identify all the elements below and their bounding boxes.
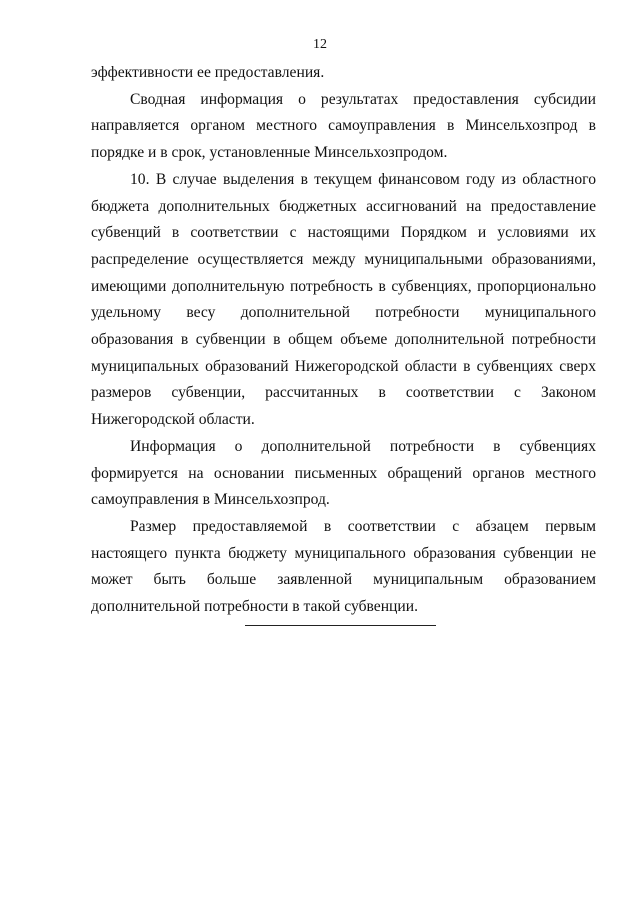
document-body <box>91 60 596 621</box>
paragraph-additional-need-info: Информация о дополнительной потребности в субвенциях формируется на основании письменных обращений органов местного самоуправления в Минсельхозпрод. <box>91 437 596 509</box>
paragraph-continuation: эффективности ее предоставления. <box>91 64 325 81</box>
paragraph-subvention-limit: Размер предоставляемой в соответствии с абзацем первым настоящего пункта бюджету муниципального образования субвенции не может быть больше заявленной муниципальным образованием дополнительной потребности в такой субвенции. <box>91 517 596 616</box>
page-number: 12 <box>313 37 327 52</box>
paragraph-item-10: 10. В случае выделения в текущем финансовом году из областного бюджета дополнительных бюджетных ассигнований на предоставление субвенций в соответствии с настоящими Порядком и условиями их распределение осуществляется между муниципальными образованиями, имеющими дополнительную потребность в субвенциях, пропорционально удельному весу дополнительной потребности муниципального образования в субвенции в общем объеме дополнительной потребности муниципальных образований Нижегородской области в субвенциях сверх размеров субвенции, рассчитанных в соответствии с Законом Нижегородской области. <box>91 170 596 429</box>
end-separator-line <box>245 625 436 626</box>
paragraph-summary-info: Сводная информация о результатах предоставления субсидии направляется органом местного самоуправления в Минсельхозпрод в порядке и в срок, установленные Минсельхозпродом. <box>91 90 596 162</box>
